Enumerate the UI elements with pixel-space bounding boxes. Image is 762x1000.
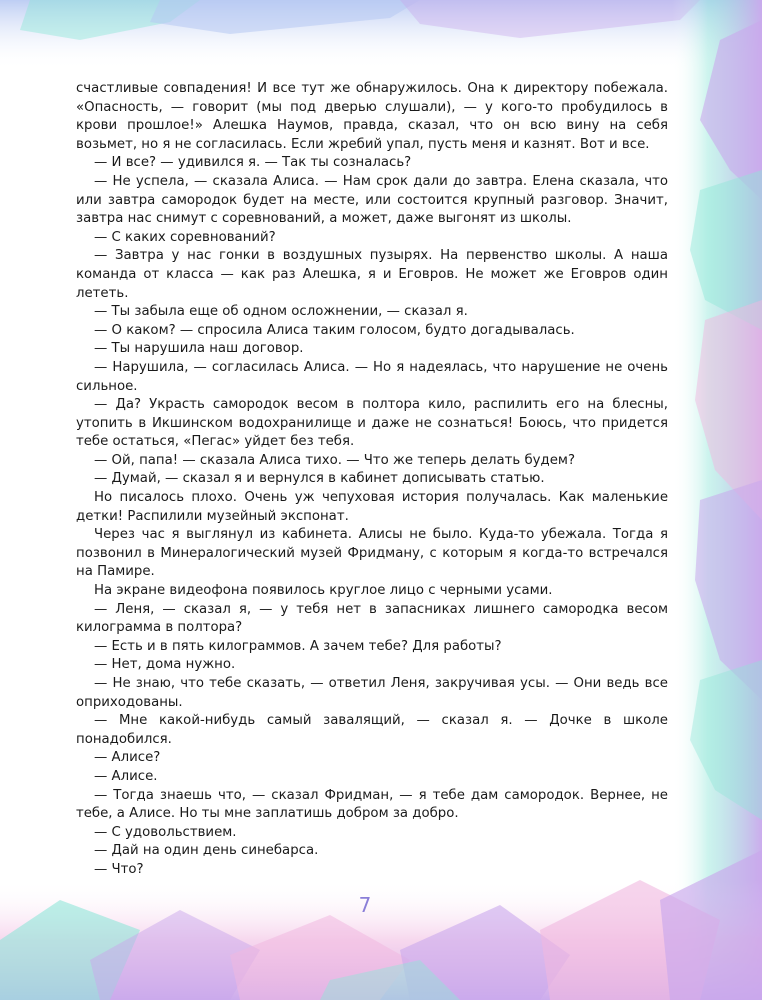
paragraph-8: — Ты нарушила наш договор. xyxy=(94,341,304,357)
paragraph-3: — Не успела, — сказала Алиса. — Нам срок дали до завтра. Елена сказала, что или завтра самородок будет на месте, или состоится крупный разговор. Значит, завтра нас снимут с соревнований, а может, даже выгонят из школы. xyxy=(76,173,668,227)
paragraph-5: — Завтра у нас гонки в воздушных пузырях. На первенство школы. А наша команда от класса — как раз Алешка, я и Еговров. Не может же Еговров один лететь. xyxy=(76,248,668,301)
paragraph-24: — С удовольствием. xyxy=(94,824,237,840)
paragraph-2: — И все? — удивился я. — Так ты созналась? xyxy=(94,155,412,171)
paragraph-22: — Алисе. xyxy=(94,768,158,784)
paragraph-20: — Мне какой-нибудь самый завалящий, — сказал я. — Дочке в школе понадобился. xyxy=(76,713,668,747)
page-number: 7 xyxy=(358,893,372,917)
paragraph-16: — Леня, — сказал я, — у тебя нет в запасниках лишнего самородка весом килограмма в полтора? xyxy=(76,601,668,636)
paragraph-15: На экране видеофона появилось круглое лицо с черными усами. xyxy=(94,583,553,599)
paragraph-18: — Нет, дома нужно. xyxy=(94,657,236,673)
paragraph-10: — Да? Украсть самородок весом в полтора кило, распилить его на блесны, утопить в Икшинском водохранилище и даже не сознаться! Боюсь, что придется тебе остаться, «Пегас» уйдет без тебя. xyxy=(76,397,668,450)
paragraph-11: — Ой, папа! — сказала Алиса тихо. — Что же теперь делать будем? xyxy=(94,452,575,468)
paragraph-1: счастливые совпадения! И все тут же обнаружилось. Она к директору побежала. «Опасность, — говорит (мы под дверью слушали), — у кого-то пробудилось в крови прошлое!» Алешка Наумов, правда, сказал, что он всю вину на себя возьмет, но я не согласилась. Если жребий упал, пусть меня и казнят. Вот и все. xyxy=(76,81,668,152)
story-text xyxy=(76,80,668,880)
paragraph-6: — Ты забыла еще об одном осложнении, — сказал я. xyxy=(94,304,468,320)
paragraph-26: — Что? xyxy=(94,861,144,877)
paragraph-17: — Есть и в пять килограммов. А зачем тебе? Для работы? xyxy=(94,638,502,654)
paragraph-21: — Алисе? xyxy=(94,750,161,766)
paragraph-9: — Нарушила, — согласилась Алиса. — Но я надеялась, что нарушение не очень сильное. xyxy=(76,359,668,394)
paragraph-4: — С каких соревнований? xyxy=(94,229,276,245)
paragraph-7: — О каком? — спросила Алиса таким голосом, будто догадывалась. xyxy=(94,322,575,338)
paragraph-19: — Не знаю, что тебе сказать, — ответил Леня, закручивая усы. — Они ведь все оприходованы. xyxy=(76,676,668,710)
paragraph-14: Через час я выглянул из кабинета. Алисы не было. Куда-то убежала. Тогда я позвонил в Минералогический музей Фридману, с которым я когда-то встречался на Памире. xyxy=(76,527,668,580)
paragraph-23: — Тогда знаешь что, — сказал Фридман, — я тебе дам самородок. Вернее, не тебе, а Алисе. Но ты мне заплатишь добром за добро. xyxy=(76,787,668,822)
paragraph-25: — Дай на один день синебарса. xyxy=(94,843,319,859)
paragraph-12: — Думай, — сказал я и вернулся в кабинет дописывать статью. xyxy=(94,471,545,487)
paragraph-13: Но писалось плохо. Очень уж чепуховая история получалась. Как маленькие детки! Распилили музейный экспонат. xyxy=(76,490,668,524)
